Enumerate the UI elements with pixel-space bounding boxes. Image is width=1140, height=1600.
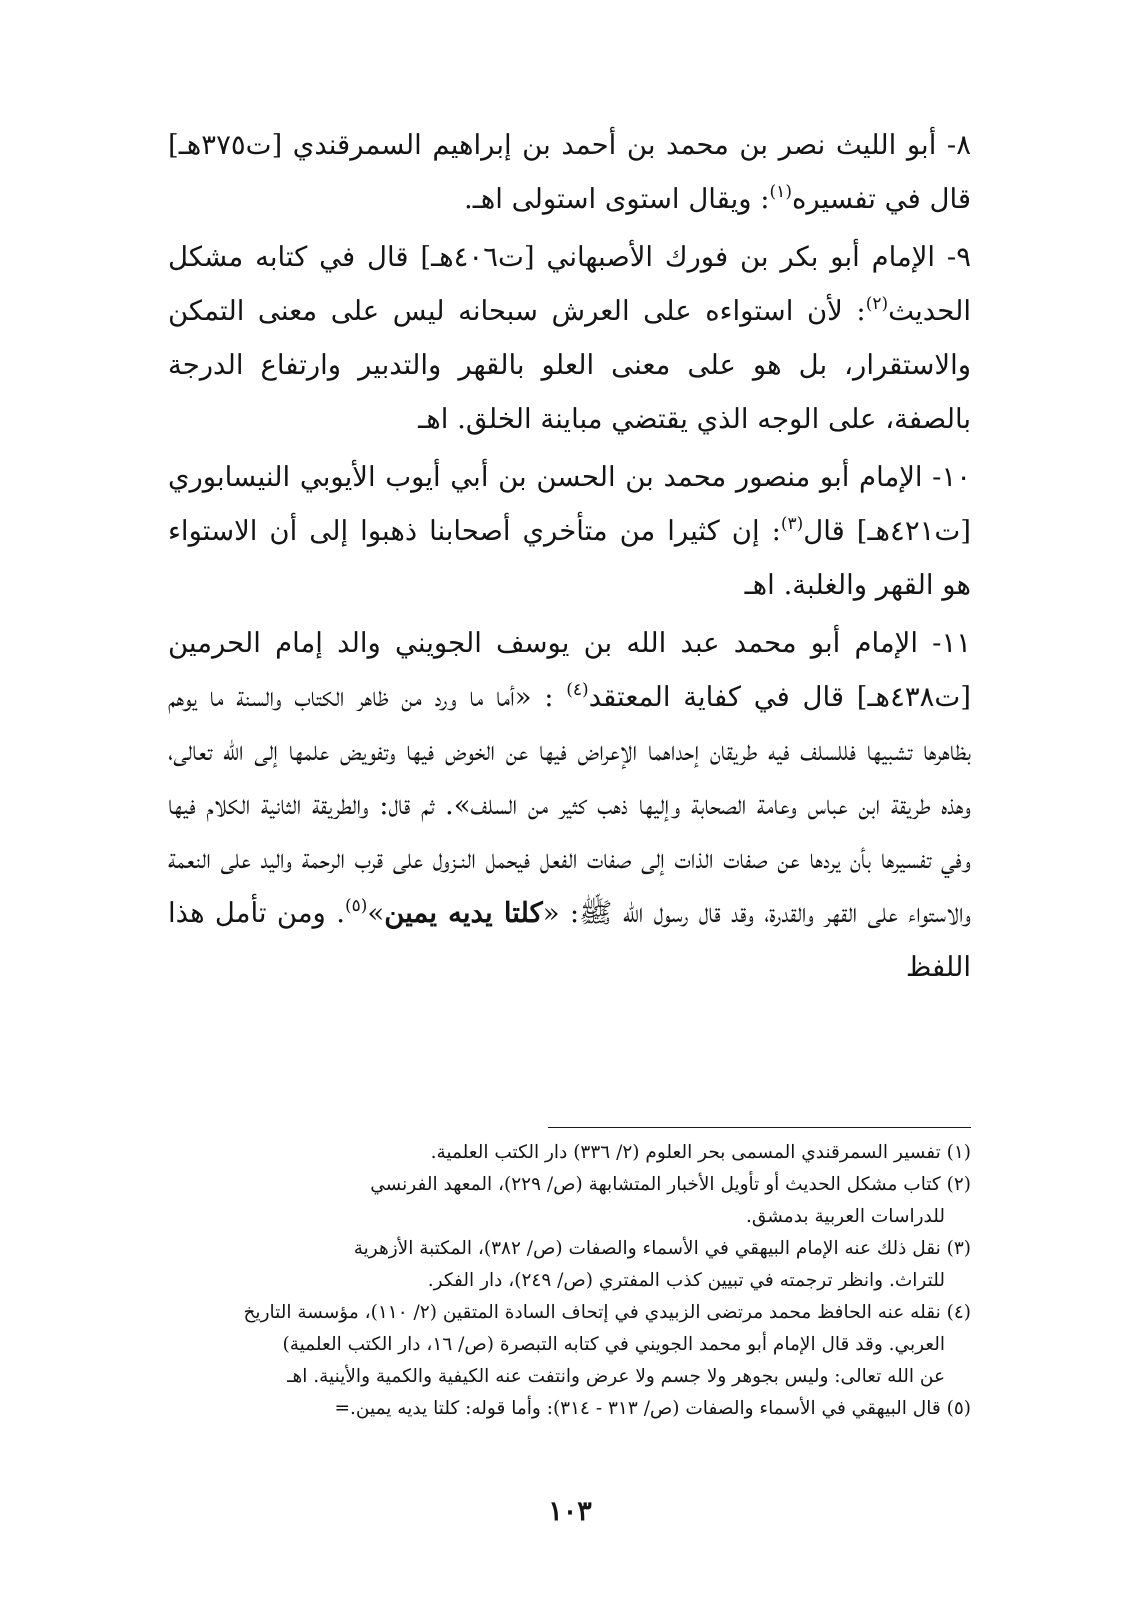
footnote-ref[interactable]: (٢) bbox=[865, 294, 889, 314]
footnote-3: (٣) نقل ذلك عنه الإمام البيهقي في الأسماء والصفات (ص/ ٣٨٢)، المكتبة الأزهرية bbox=[353, 1238, 971, 1259]
footnotes bbox=[168, 1137, 971, 1425]
footnote-4: (٤) نقله عنه الحافظ محمد مرتضى الزبيدي في إتحاف السادة المتقين (٢/ ١١٠)، مؤسسة التاريخ bbox=[243, 1302, 971, 1323]
page-number: ١٠٣ bbox=[548, 1496, 592, 1527]
footnote-5: (٥) قال البيهقي في الأسماء والصفات (ص/ ٣١٣ - ٣١٤): وأما قوله: كلتا يديه يمين.= bbox=[334, 1398, 971, 1419]
paragraph-text: ٩- الإمام أبو بكر بن فورك الأصبهاني [ت٤٠٦هـ] قال في كتابه مشكل الحديث bbox=[168, 241, 971, 327]
footnote-ref[interactable]: (٤) bbox=[566, 680, 589, 700]
paragraph-11 bbox=[168, 616, 971, 994]
paragraph-text: ١١- الإمام أبو محمد عبد الله بن يوسف الجويني والد إمام الحرمين [ت٤٣٨هـ] قال في كفاية المعتقد bbox=[168, 627, 971, 713]
footnote-2-continued: للدراسات العربية بدمشق. bbox=[745, 1206, 945, 1227]
paragraph-text: : إن كثيرا من متأخري أصحابنا ذهبوا إلى أن الاستواء هو القهر والغلبة. اهـ bbox=[168, 515, 971, 601]
footnote-4-continued-2: عن الله تعالى: وليس بجوهر ولا جسم ولا عرض وانتفت عنه الكيفية والكمية والأينية. اهـ bbox=[287, 1366, 945, 1387]
quote-mark: » bbox=[367, 897, 385, 929]
footnote-ref[interactable]: (٣) bbox=[780, 514, 804, 534]
footnote-ref[interactable]: (٥) bbox=[344, 896, 368, 916]
paragraph-text: . ومن تأمل هذا اللفظ bbox=[168, 897, 971, 983]
paragraph-9 bbox=[168, 230, 971, 446]
footnote-separator bbox=[548, 1127, 971, 1128]
footnote-1: (١) تفسير السمرقندي المسمى بحر العلوم (٢/ ٣٣٦) دار الكتب العلمية. bbox=[430, 1142, 971, 1163]
paragraph-text: ٨- أبو الليث نصر بن محمد بن أحمد بن إبراهيم السمرقندي [ت٣٧٥هـ] قال في تفسيره bbox=[168, 129, 971, 215]
paragraph-text: : لأن استواءه على العرش سبحانه ليس على معنى التمكن والاستقرار، بل هو على معنى العلو بالقهر والتدبير وارتفاع الدرجة بالصفة، على الوجه الذي يقتضي مباينة الخلق. اهـ bbox=[168, 295, 971, 435]
footnote-2: (٢) كتاب مشكل الحديث أو تأويل الأخبار المتشابهة (ص/ ٢٢٩)، المعهد الفرنسي bbox=[370, 1174, 971, 1195]
paragraph-10 bbox=[168, 450, 971, 612]
paragraph-text: : «أما ما ورد من ظاهر الكتاب والسنة ما يوهم بظاهرها تشبيها فللسلف فيه طريقان إحداهما الإعراض فيها عن الخوض فيها وتفويض علمها إلى الله تعالى، وهذه طريقة ابن عباس وعامة الصحابة وإليها ذهب كثير من السلف». ثم قال: والطريقة الثانية الكلام فيها وفي تفسيرها بأن يردها عن صفات الذات إلى صفات الفعل فيحمل النـزول على قرب الرحمة واليد على النعمة والاستواء على القهر والقدرة، وقد قال رسول الله ﷺ: « bbox=[168, 681, 971, 929]
hadith-quote: كلتا يديه يمين bbox=[384, 897, 543, 929]
paragraph-text: ١٠- الإمام أبو منصور محمد بن الحسن بن أبي أيوب الأيوبي النيسابوري [ت٤٢١هـ] قال bbox=[168, 461, 971, 547]
footnote-ref[interactable]: (١) bbox=[769, 182, 792, 202]
paragraph-text: : ويقال استوى استولى اهـ. bbox=[463, 183, 770, 215]
paragraph-8 bbox=[168, 118, 971, 226]
footnote-3-continued: للتراث. وانظر ترجمته في تبيين كذب المفتري (ص/ ٢٤٩)، دار الفكر. bbox=[427, 1270, 945, 1291]
main-text bbox=[168, 118, 971, 998]
footnote-4-continued: العربي. وقد قال الإمام أبو محمد الجويني في كتابه التبصرة (ص/ ١٦، دار الكتب العلمية) bbox=[282, 1334, 945, 1355]
